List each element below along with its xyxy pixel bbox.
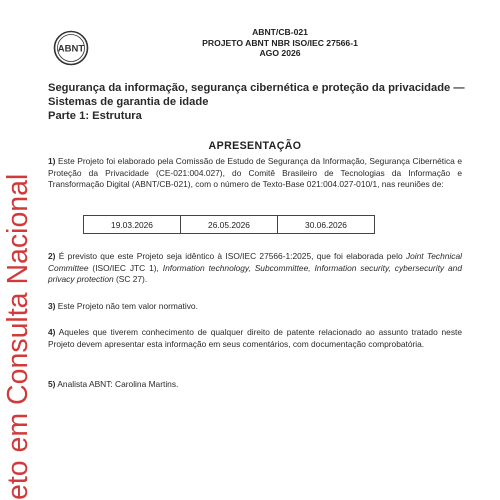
- meeting-date-cell: 19.03.2026: [84, 216, 181, 234]
- consultation-watermark: eto em Consulta Nacional: [2, 173, 34, 500]
- document-header: [180, 27, 380, 59]
- paragraph-number: 5): [48, 379, 56, 389]
- meeting-date-cell: 30.06.2026: [278, 216, 375, 234]
- paragraph-1: [48, 156, 462, 191]
- meeting-date-cell: 26.05.2026: [181, 216, 278, 234]
- paragraph-text: Aqueles que tiverem conhecimento de qualquer direito de patente relacionado ao assunto tratado neste Projeto devem apresentar esta informação em seus comentários, com documentação comprobatória.: [48, 327, 462, 349]
- paragraph-text: Este Projeto foi elaborado pela Comissão de Estudo de Segurança da Informação, Segurança Cibernética e Proteção da Privacidade (CE-021:004.027), do Comitê Brasileiro de Tecnologias da Informação e Transformação Digital (ABNT/CB-021), com o número de Texto-Base 021:004.027-010/1, nas reuniões de:: [48, 156, 462, 189]
- project-code: PROJETO ABNT NBR ISO/IEC 27566-1: [202, 37, 358, 48]
- subcommittee-name: Information technology, Subcommittee, Information security, cybersecurity and privacy protection: [48, 262, 462, 284]
- paragraph-number: 1): [48, 156, 56, 166]
- title-line-2: Sistemas de garantia de idade: [48, 96, 209, 108]
- logo-text: ABNT: [57, 43, 85, 55]
- document-title: [48, 81, 468, 123]
- paragraph-text: (SC 27).: [113, 274, 148, 284]
- paragraph-2: [48, 251, 462, 286]
- paragraph-text: (ISO/IEC JTC 1),: [88, 262, 163, 273]
- paragraph-text: Este Projeto não tem valor normativo.: [57, 301, 198, 311]
- paragraph-3: [48, 301, 462, 313]
- paragraph-4: [48, 327, 462, 350]
- meeting-dates-table: [83, 215, 375, 234]
- project-date: AGO 2026: [259, 48, 301, 58]
- committee-code: ABNT/CB-021: [252, 27, 308, 37]
- paragraph-text: É previsto que este Projeto seja idêntico à ISO/IEC 27566-1:2025, que foi elaborada pelo: [58, 251, 406, 261]
- abnt-logo-icon: [53, 30, 89, 66]
- title-line-1: Segurança da informação, segurança cibernética e proteção da privacidade —: [48, 82, 465, 94]
- committee-name: Joint Technical Committee: [48, 251, 462, 273]
- paragraph-number: 3): [48, 301, 56, 311]
- paragraph-number: 4): [48, 327, 56, 337]
- title-line-3: Parte 1: Estrutura: [48, 110, 142, 122]
- paragraph-number: 2): [48, 251, 56, 261]
- section-heading: APRESENTAÇÃO: [208, 140, 302, 152]
- paragraph-text: Analista ABNT: Carolina Martins.: [57, 379, 179, 389]
- paragraph-5: [48, 379, 462, 391]
